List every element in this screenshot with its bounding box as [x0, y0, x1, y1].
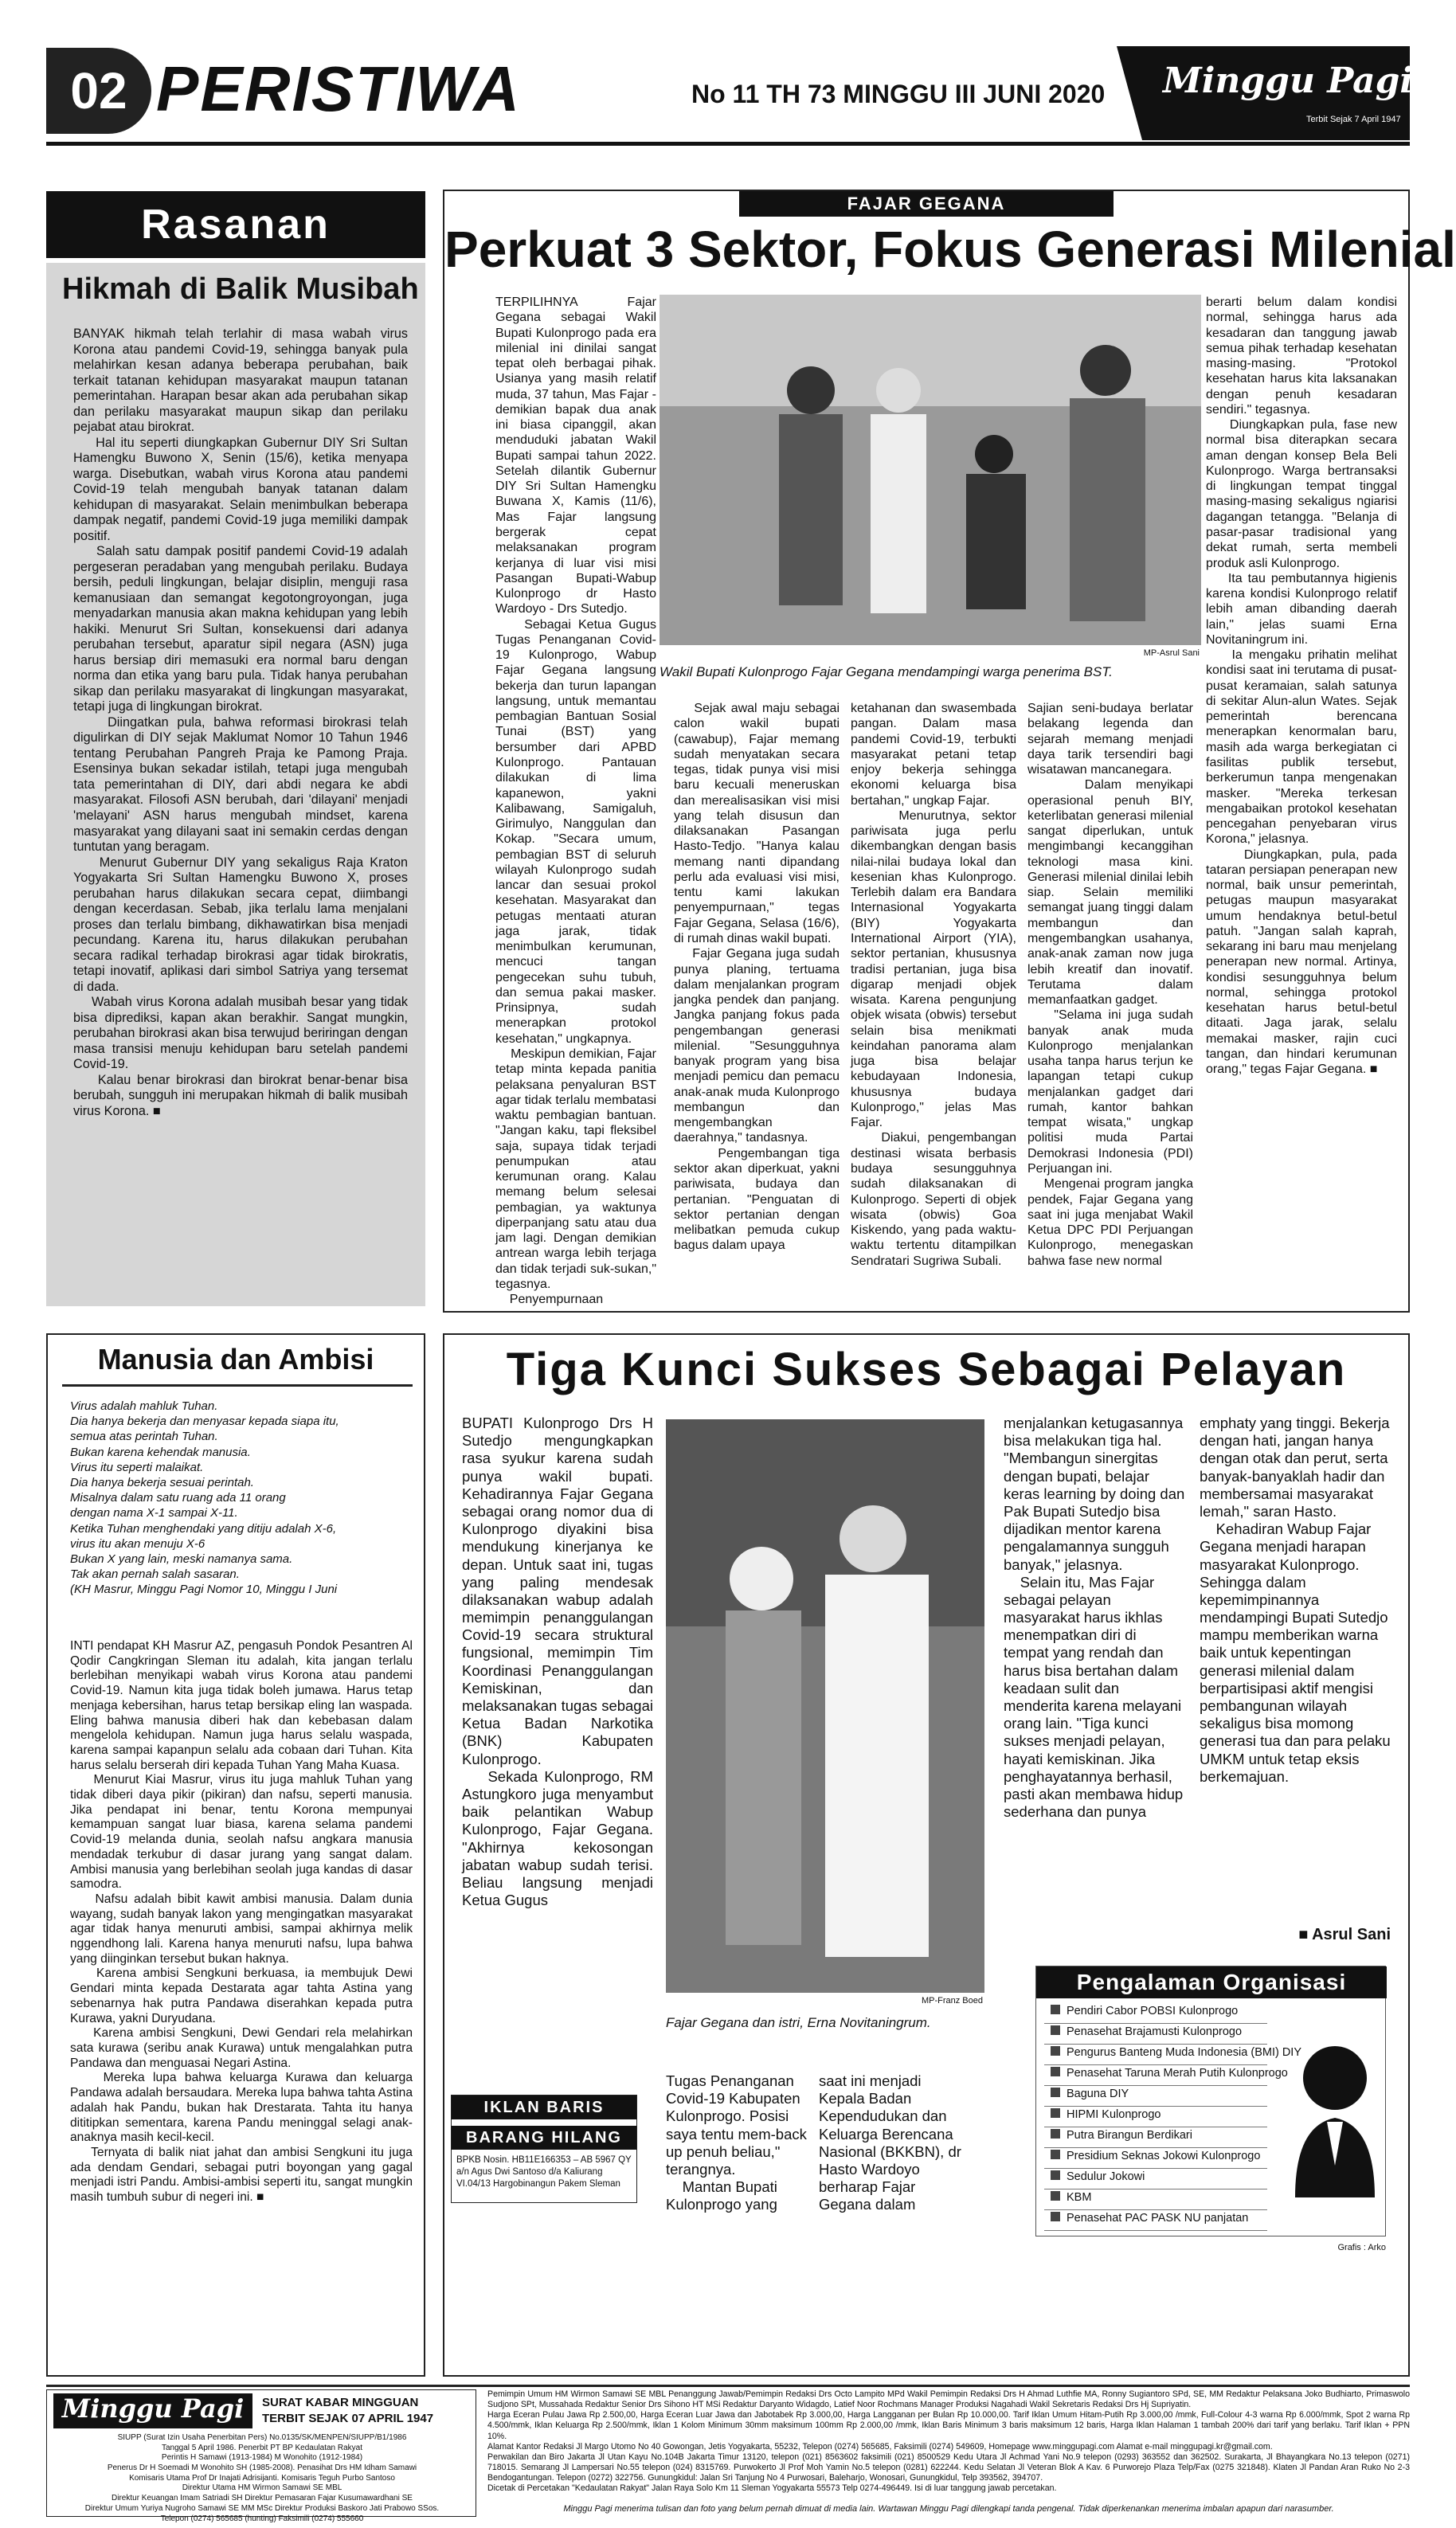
- fajar-caption: Wakil Bupati Kulonprogo Fajar Gegana mendampingi warga penerima BST.: [660, 664, 1113, 679]
- issue-info: No 11 TH 73 MINGGU III JUNI 2020: [691, 80, 1106, 108]
- manusia-title: Manusia dan Ambisi: [97, 1343, 374, 1376]
- list-item: Putra Birangun Berdikari: [1044, 2127, 1267, 2148]
- footer-rule: [46, 2385, 1410, 2387]
- fajar-kicker: FAJAR GEGANA: [739, 191, 1114, 217]
- tiga-photo: [666, 1419, 984, 1993]
- tiga-col5: emphaty yang tinggi. Bekerja dengan hati, jangan hanya dengan otak dan perut, serta banyak-banyaklah hadir dan membersamai masyarakat lemah," saran Hasto. Kehadiran Wabup Fajar Gegana menjadi harapan masyarakat Kulonprogo. Sehingga dalam kepemimpinannya mendampingi Bupati Sutedjo mampu memberikan warna baik untuk kepentingan generasi milenial dalam berpartisipasi aktif mengisi pembangunan wilayah sekaligus bisa momong generasi tua dan para pelaku UMKM untuk tetap eksis berkemajuan.: [1200, 1415, 1391, 1785]
- logo-tagline: Terbit Sejak 7 April 1947: [1306, 115, 1401, 124]
- tiga-col1: BUPATI Kulonprogo Drs H Sutedjo mengungkapkan rasa syukur karena sudah punya wakil bupati. Kehadirannya Fajar Gegana sebagai orang nomor dua di Kulonprogo diyakini bisa mendukung kinerjanya ke depan. Untuk saat ini, tugas yang paling mendesak dilaksanakan wabup adalah memimpin penanggulangan Covid-19 secara struktural fungsional, memimpin Tim Koordinasi Penanggulangan Kemiskinan, dan melaksanakan tugas sebagai Ketua Badan Narkotika (BNK) Kabupaten Kulonprogo. Sekada Kulonprogo, RM Astungkoro juga menyambut baik pelantikan Wabup Kulonprogo, Fajar Gegana. "Akhirnya kekosongan jabatan wabup sudah terisi. Beliau langsung menjadi Ketua Gugus: [462, 1415, 653, 1909]
- list-item: Pengurus Banteng Muda Indonesia (BMI) DIY: [1044, 2045, 1267, 2065]
- list-item: HIPMI Kulonprogo: [1044, 2107, 1267, 2127]
- list-item: Sedulur Jokowi: [1044, 2169, 1267, 2189]
- fajar-col3: ketahanan dan swasembada pangan. Dalam masa pandemi Covid-19, terbukti masyarakat petani tetap enjoy bekerja sehingga ekonomi keluarga bisa bertahan," ungkap Fajar. Menurutnya, sektor pariwisata juga perlu dikembangkan dengan basis nilai-nilai budaya lokal dan kesenian khas Kulonprogo. Terlebih dalam era Bandara Internasional Yogyakarta (BIY) Yogyakarta International Airport (YIA), sektor pertanian, khususnya tradisi pertanian, juga bisa digarap menjadi objek wisata. Karena pengunjung objek wisata (obwis) tersebut selain bisa menikmati keindahan panorama alam juga bisa belajar kebudayaan Indonesia, khususnya budaya Kulonprogo," jelas Mas Fajar. Diakui, pengembangan destinasi wisata berbasis budaya sesungguhnya sudah dilaksanakan di Kulonprogo. Seperti di objek wisata (obwis) Goa Kiskendo, yang pada waktu-waktu tertentu ditampilkan Sendratari Sugriwa Subali.: [851, 702, 1017, 1268]
- list-item: Pendiri Cabor POBSI Kulonprogo: [1044, 2003, 1267, 2024]
- masthead-left-box: [46, 2389, 476, 2523]
- tiga-col2: Tugas Penanganan Covid-19 Kabupaten Kulonprogo. Posisi saya tentu mem-back up penuh beliau," terangnya. Mantan Bupati Kulonprogo yang: [666, 2072, 807, 2213]
- silhouette-icon: [1291, 2030, 1379, 2205]
- couple-illustration: [666, 1419, 984, 1993]
- fajar-col4: Sajian seni-budaya berlatar belakang legenda dan sejarah memang menjadi daya tarik tersendiri bagi wisatawan mancanegara. Dalam menyikapi operasional penuh BIY, keterlibatan generasi milenial sangat diperlukan, untuk mengimbangi kecanggihan teknologi masa kini. Generasi milenial dinilai lebih siap. Selain memiliki semangat juang tinggi dalam membangun dan mengembangkan usahanya, anak-anak zaman now juga lebih kreatif dan inovatif. Terutama dalam memanfaatkan gadget. "Selama ini juga sudah banyak anak muda Kulonprogo menjalankan usaha tanpa harus terjun ke lapangan tetapi cukup menjalankan gadget dari rumah, kantor bahkan tempat wisata," ungkap politisi muda Partai Demokrasi Indonesia (PDI) Perjuangan ini. Mengenai program jangka pendek, Fajar Gegana yang saat ini juga menjabat Wakil Ketua DPC PDI Perjuangan Kulonprogo, menegaskan bahwa fase new normal: [1027, 702, 1194, 1268]
- iklan-sub: BARANG HILANG: [452, 2126, 636, 2150]
- manusia-box: [46, 1333, 425, 2377]
- pengalaman-box: [1035, 1966, 1386, 2236]
- masthead-logo: Minggu Pagi: [53, 2393, 252, 2428]
- list-item: Baguna DIY: [1044, 2086, 1267, 2107]
- manusia-body: INTI pendapat KH Masrur AZ, pengasuh Pondok Pesantren Al Qodir Cangkringan Sleman itu adalah, kita jangan terlalu berlebihan menyikapi wabah virus Korona atau pandemi Covid-19. Namun kita juga tidak boleh jumawa. Harus tetap menjaga kebersihan, harus tetap bersikap eling lan waspada. Eling bahwa manusia diberi hak dan kebebasan dalam mengelola kehidupan. Namun juga harus selalu waspada, karena sampai kapanpun selalu ada cobaan dari Tuhan. Kita harus selalu berserah diri kepada Tuhan Yang Maha Kuasa. Menurut Kiai Masrur, virus itu juga mahluk Tuhan yang tidak diberi daya pikir (pikiran) dan nafsu, seperti manusia. Jika pendapat ini benar, tentu Korona mempunyai kemampuan sangat luar biasa, karena selama pandemi Covid-19 melanda dunia, seolah nafsu angkara manusia mendadak terkubur di dasar jurang yang sangat dalam. Ambisi manusia yang berlebihan seolah juga kandas di dasar samodra. Nafsu adalah bibit kawit ambisi manusia. Dalam dunia wayang, sudah banyak lakon yang mengingatkan masyarakat agar tidak hanya menuruti ambisi, sampai akhirnya melik nggendhong lali. Karena hanya menuruti nafsu, lupa bahwa yang diinginkan tersebut bukan haknya. Karena ambisi Sengkuni berkuasa, ia membujuk Dewi Gendari minta kepada Destarata agar tahta Astina yang sebenarnya hak putra Pandawa diserahkan kepada putra Kurawa, yakni Duryudana. Karena ambisi Sengkuni, Dewi Gendari rela melahirkan sata kurawa (seribu anak Kurawa) untuk mengalahkan putra Pandawa dan menguasai Negari Astina. Mereka lupa bahwa keluarga Kurawa dan keluarga Pandawa adalah bersaudara. Mereka lupa bahwa tahta Astina adalah hak Pandu, bukan hak Drestarata. Tahta itu hanya dititipkan sementara, karena Pandu meninggal selagi anak-anaknya masih kecil-kecil. Ternyata di balik niat jahat dan ambisi Sengkuni itu juga ada dendam Gendari, sebagai putri boyongan yang gagal menjadi istri Pandu. Ambisi-ambisi seperti itu, sangat mungkin masih tumbuh subur di negeri ini. ■: [70, 1639, 413, 2205]
- tiga-headline: Tiga Kunci Sukses Sebagai Pelayan: [506, 1344, 1347, 1395]
- fajar-photo-credit: MP-Asrul Sani: [1143, 648, 1200, 658]
- section-title: PERISTIWA: [156, 53, 522, 124]
- tiga-col3: saat ini menjadi Kepala Badan Kependudukan dan Keluarga Berencana Nasional (BKKBN), dr Hasto Wardoyo berharap Fajar Gegana dalam: [819, 2072, 966, 2213]
- tiga-byline: ■ Asrul Sani: [1298, 1926, 1391, 1943]
- iklan-title: IKLAN BARIS: [452, 2096, 636, 2119]
- iklan-baris-box: [451, 2095, 637, 2203]
- rasanan-box: [46, 263, 425, 1306]
- fajar-col5: berarti belum dalam kondisi normal, sehingga harus ada kesadaran dan tanggung jawab semua pihak terhadap kesehatan masing-masing. "Protokol kesehatan harus kita laksanakan dengan penuh kesadaran sendiri." tegasnya. Diungkapkan pula, fase new normal bisa diterapkan secara aman dengan konsep Bela Beli Kulonprogo. Warga bertransaksi di lingkungan tempat tinggal masing-masing sekaligus ngiarisi dagangan tetangga. "Belanja di pasar-pasar tradisional yang dekat rumah, serta membeli produk asli Kulonprogo. Ita tau pembutannya higienis karena kondisi Kulonprogo relatif lebih aman dibanding daerah lain," jelas suami Erna Novitaningrum ini. Ia mengaku prihatin melihat kondisi saat ini terutama di pusat-pusat keramaian, salah satunya di sekitar Alun-alun Wates. Sejak pemerintah berencana menerapkan kenormalan baru, masih ada warga berkegiatan ci fasilitas publik tersebut, berkerumun tanpa mengenakan masker. "Mereka terkesan mengabaikan protokol kesehatan pencegahan penyebaran virus Korona," jelasnya. Diungkapkan, pula, pada tataran persiapan penerapan new normal, baik unsur pemerintah, petugas maupun masyarakat umum hendaknya betul-betul patuh. "Jangan salah kaprah, sekarang ini baru mau menjelang penerapan new normal. Artinya, kondisi sesungguhnya belum normal, sehingga protokol kesehatan harus betul-betul ditaati. Jaga jarak, selalu memakai masker, rajin cuci tangan, dan hindari kerumunan orang," tegas Fajar Gegana. ■: [1206, 295, 1398, 1077]
- iklan-text: BPKB Nosin. HB11E166353 – AB 5967 QY a/n Agus Dwi Santoso d/a Kaliurang VI.04/13 Hargobinangun Pakem Sleman: [456, 2155, 634, 2189]
- fajar-col2: Sejak awal maju sebagai calon wakil bupati (cawabup), Fajar memang sudah menyatakan secara tegas, tidak punya visi misi baru kecuali meneruskan dan merealisasikan visi misi yang telah disusun dan dilaksanakan Pasangan Hasto-Tedjo. "Hanya kalau memang nanti dipandang perlu ada evaluasi visi misi, tentu kami lakukan penyempurnaan," tegas Fajar Gegana, Selasa (16/6), di rumah dinas wakil bupati. Fajar Gegana juga sudah punya planing, tertuama dalam menjalankan program jangka pendek dan panjang. Jangka panjang fokus pada pengembangan generasi milenial. "Sesungguhnya banyak program yang bisa menjadi pemicu dan pemacu anak-anak muda Kulonprogo membangun dan mengembangkan daerahnya," tandasnya. Pengembangan tiga sektor akan diperkuat, yakni pariwisata, budaya dan pertanian. "Penguatan di sektor pertanian dengan melibatkan pemuda cukup bagus dalam upaya: [674, 702, 840, 1253]
- page-number: 02: [46, 48, 151, 134]
- masthead-slogan: SURAT KABAR MINGGUAN TERBIT SEJAK 07 APRIL 1947: [262, 2396, 434, 2426]
- masthead-left-text: SIUPP (Surat Izin Usaha Penerbitan Pers) No.0135/SK/MENPEN/SIUPP/B1/1986 Tanggal 5 April 1986. Penerbit PT BP Kedaulatan Rakyat Perintis H Samawi (1913-1984) M Wonohito (1912-1984) Penerus Dr H Soemadi M Wonohito SH (1985-2008). Penasihat Drs HM Idham Samawi Komisaris Utama Prof Dr Inajati Adrisijanti. Komisaris Teguh Purbo Santoso Direktur Utama HM Wirmon Samawi SE MBL Direktur Keuangan Imam Satriadi SH Direktur Pemasaran Fajar Kusumawardhani SE Direktur Umum Yuriya Nugroho Samawi SE MM MSc Direktur Produksi Baskoro Jati Prabowo SSos. Telepon (0274) 565685 (hunting) Faksimili (0274) 555660: [84, 2433, 440, 2523]
- fajar-story-box: [443, 190, 1456, 1313]
- list-item: Presidium Seknas Jokowi Kulonprogo: [1044, 2148, 1267, 2169]
- people-illustration: [660, 295, 1201, 645]
- pengalaman-title: Pengalaman Organisasi: [1036, 1966, 1387, 1998]
- list-item: Penasehat PAC PASK NU panjatan: [1044, 2210, 1267, 2231]
- masthead-footer: Minggu Pagi menerima tulisan dan foto yang belum pernah dimuat di media lain. Wartawan Minggu Pagi dilengkapi tanda pengenal. Tidak diperkenankan menerima imbalan apapun dari narasumber.: [563, 2504, 1334, 2514]
- masthead-right-text: Pemimpin Umum HM Wirmon Samawi SE MBL Penanggung Jawab/Pemimpin Redaksi Drs Octo Lampito MPd Wakil Pemimpin Redaksi Drs H Ahmad Luthfie MA, Ronny Sugiantoro SPd, SE, MM Redaktur Pelaksana Joko Budhiarto, Primaswolo Sudjono SPt, Mussahada Redaktur Senior Drs Sihono HT MSi Redaktur Daryanto Widagdo, Latief Noor Rochmans Manager Produksi Nagahadi Wakil Sekretaris Redaksi Drs Hj Supriyatin. Harga Eceran Pulau Jawa Rp 2.500,00, Harga Eceran Luar Jawa dan Jabotabek Rp 3.000,00, Harga Langganan per Bulan Rp 10.000,00. Tarif Iklan Umum Hitam-Putih Rp 3.000,00 /mmk, Full-Colour 4-3 warna Rp 6.000/mmk, Spot 2 warna Rp 4.500/mmk, Iklan Keluarga Rp 2.500/mmk, Iklan 1 Kolom Minimum 30mm maksimum 100mm Rp 2.000,00 /mmk, Iklan Baris Minimum 3 baris maksimum 12 baris, Harga Iklan Halaman 1 tambah 200% dari tarif yang berlaku. Tarif Iklan + PPN 10%. Alamat Kantor Redaksi Jl Margo Utomo No 40 Gowongan, Jetis Yogyakarta, 55232, Telepon (0274) 565685, Faksimili (0274) 549609, Homepage www.minggupagi.com Alamat e-mail minggupagi.kr@gmail.com. Perwakilan dan Biro Jakarta Jl Utan Kayu No.104B Jakarta Timur 13120, telepon (021) 8563602 faksimili (021) 8500529 Kedu Utara Jl Achmad Yani No.9 telepon (0293) 363552 dan 362502. Surakarta, Jl Bhayangkara No.13 telepon (0271) 718015. Semarang Jl Lampersari No.55 telepon (024) 8315769. Purwokerto Jl Prof Moh Yamin No.5 telepon (0281) 622244. Kedu Selatan Jl Veteran Blok A Kav. 6 Purworejo Plaza Telp/Fax (0275 321848). Klaten Jl Pandan Aran Ruko No 2-3 Bendogantungan. Telepon (0272) 322756. Gunungkidul: Jalan Sri Tanjung No 4 Purwosari, Baleharjo, Wonosari, Gunungkidul, Telp 393562, 394707. Dicetak di Percetakan "Kedaulatan Rakyat" Jalan Raya Solo Km 11 Sleman Yogyakarta 55573 Telp 0274-496449. Isi di luar tanggung jawab percetakan.: [487, 2389, 1410, 2494]
- tiga-caption: Fajar Gegana dan istri, Erna Novitaningrum.: [666, 2015, 931, 2030]
- fajar-photo: [660, 295, 1201, 645]
- list-item: Penasehat Taruna Merah Putih Kulonprogo: [1044, 2065, 1267, 2086]
- rasanan-title: Hikmah di Balik Musibah: [62, 272, 419, 306]
- rasanan-body: BANYAK hikmah telah terlahir di masa wabah virus Korona atau pandemi Covid-19, sehingga banyak pula melahirkan kesan adanya beberapa perubahan, baik terkait tatanan kehidupan masyarakat maupun tatanan pemerintahan. Harapan besar akan ada perubahan sikap dan perilaku masyarakat maupun sikap dan perilaku pejabat atau birokrat. Hal itu seperti diungkapkan Gubernur DIY Sri Sultan Hamengku Buwono X, Senin (15/6), ketika menyapa warga. Disebutkan, wabah virus Korona atau pandemi Covid-19 telah mengubah banyak tatanan dalam kehidupan di masyarakat. Selain menimbulkan beberapa dampak negatif, pandemi Covid-19 juga memiliki dampak positif. Salah satu dampak positif pandemi Covid-19 adalah pergeseran peradaban yang mengubah perilaku. Budaya bersih, peduli lingkungan, belajar disiplin, menguji rasa kemanusiaan dan semangat kegotongroyongan, juga menyadarkan manusia akan makna kehidupan yang lebih hakiki. Menurut Sri Sultan, konsekuensi dari adanya perubahan tersebut, aparatur sipil negara (ASN) juga harus bersiap diri memasuki era normal baru dengan norma dan etika yang baru pula. Tidak hanya perubahan sikap dan perilaku masyarakat di lingkungan masyarakat, tetapi juga di lingkungan birokrat. Diingatkan pula, bahwa reformasi birokrasi telah digulirkan di DIY sejak Maklumat Nomor 10 Tahun 1946 tentang Perubahan Pangreh Praja ke Pamong Praja. Esensinya bukan sekadar istilah, tetapi juga mengubah tata pemerintahan di DIY, dari abdi negara ke abdi masyarakat. Filosofi ASN berubah, dari 'dilayani' menjadi 'melayani' ASN harus mengubah mindset, karena masyarakat yang dilayani saat ini semakin cerdas dengan tuntutan yang beragam. Menurut Gubernur DIY yang sekaligus Raja Kraton Yogyakarta Sri Sultan Hamengku Buwono X, proses perubahan harus dilakukan secara cepat, diimbangi dengan kecerdasan. Sebab, jika terlalu lama menjalani proses dan terlalu bimbang, dikhawatirkan bisa menjadi pecundang. Karena itu, harus dilakukan perubahan secara radikal terhadap birokrasi agar tidak birokratis, tetapi inovatif, aplikasi dari simbol Satriya yang tersemat di dada. Wabah virus Korona adalah musibah besar yang tidak bisa diprediksi, kapan akan berakhir. Sangat mungkin, perubahan birokrasi akan bisa terwujud beriringan dengan masa transisi menuju kehidupan baru setelah pandemi Covid-19. Kalau benar birokrasi dan birokrat benar-benar bisa berubah, sungguh ini merupakan hikmah di balik musibah virus Korona. ■: [73, 327, 408, 1118]
- list-item: Penasehat Brajamusti Kulonprogo: [1044, 2024, 1267, 2045]
- newspaper-logo: Minggu Pagi: [1163, 61, 1414, 101]
- tiga-photo-credit: MP-Franz Boed: [921, 1996, 983, 2006]
- pengalaman-list: [1044, 2003, 1301, 2233]
- tiga-col4: menjalankan ketugasannya bisa melakukan tiga hal. "Membangun sinergitas dengan bupati, belajar keras learning by doing dan Pak Bupati Sutedjo bisa dijadikan mentor karena pengalamannya sungguh banyak," jelasnya. Selain itu, Mas Fajar sebagai pelayan masyarakat harus ikhlas menempatkan diri di tempat yang rendah dan harus bisa bertahan dalam keadaan sulit dan menderita karena melayani orang lain. "Tiga kunci sukses menjadi pelayan, hayati kemiskinan. Jika penghayatannya berhasil, pasti akan membawa hidup sederhana dan punya: [1004, 1415, 1185, 1821]
- fajar-headline: Perkuat 3 Sektor, Fokus Generasi Milenial: [444, 221, 1456, 278]
- graphic-credit: Grafis : Arko: [1337, 2243, 1386, 2252]
- manusia-poem: Virus adalah mahluk Tuhan. Dia hanya bekerja dan menyasar kepada siapa itu, semua atas perintah Tuhan. Bukan karena kehendak manusia. Virus itu seperti malaikat. Dia hanya bekerja sesuai perintah. Misalnya dalam satu ruang ada 11 orang dengan nama X-1 sampai X-11. Ketika Tuhan menghendaki yang ditiju adalah X-6, virus itu akan menuju X-6 Bukan X yang lain, meski namanya sama. Tak akan pernah salah sasaran. (KH Masrur, Minggu Pagi Nomor 10, Minggu I Juni: [70, 1399, 339, 1597]
- fajar-col1: TERPILIHNYA Fajar Gegana sebagai Wakil Bupati Kulonprogo pada era milenial ini dinilai sangat tepat oleh berbagai pihak. Usianya yang masih relatif muda, 37 tahun, Mas Fajar - demikian bapak dua anak ini biasa cipanggil, akan menduduki jabatan Wakil Bupati sampai tahun 2022. Setelah dilantik Gubernur DIY Sri Sultan Hamengku Buwana X, Kamis (11/6), Mas Fajar langsung bergerak cepat melaksanakan program kerjanya di luar visi misi Pasangan Bupati-Wabup Kulonprogo dr Hasto Wardoyo - Drs Sutedjo. Sebagai Ketua Gugus Tugas Penanganan Covid-19 Kulonprogo, Wabup Fajar Gegana langsung bekerja dan turun lapangan langsung, untuk memantau pembagian Bantuan Sosial Tunai (BST) yang bersumber dari APBD Kulonprogo. Pantauan dilakukan di lima kapanewon, yakni Kalibawang, Samigaluh, Girimulyo, Nanggulan dan Kokap. "Secara umum, pembagian BST di seluruh wilayah Kulonprogo sudah lancar dan sesuai prokol kesehatan. Masyarakat dan petugas mentaati aturan jaga jarak, tidak menimbulkan kerumunan, mencuci tangan pengecekan suhu tubuh, dan semua pakai masker. Prinsipnya, sudah menerapkan protokol kesehatan," ungkapnya. Meskipun demikian, Fajar tetap minta kepada panitia pelaksana penyaluran BST agar tidak terlalu membatasi waktu pembagian bantuan. "Jangan kaku, tapi fleksibel saja, supaya tidak terjadi penumpukan atau kerumunan orang. Kalau memang belum selesai pembagian, ya waktunya diperpanjang satu atau dua jam lagi. Dengan demikian antrean warga lebih terjaga dan tidak terjadi suk-sukan," tegasnya. Penyempurnaan: [495, 295, 656, 1307]
- list-item: KBM: [1044, 2189, 1267, 2210]
- header-rule: [46, 142, 1410, 146]
- rasanan-tag: Rasanan: [46, 191, 425, 258]
- manusia-rule: [62, 1384, 413, 1387]
